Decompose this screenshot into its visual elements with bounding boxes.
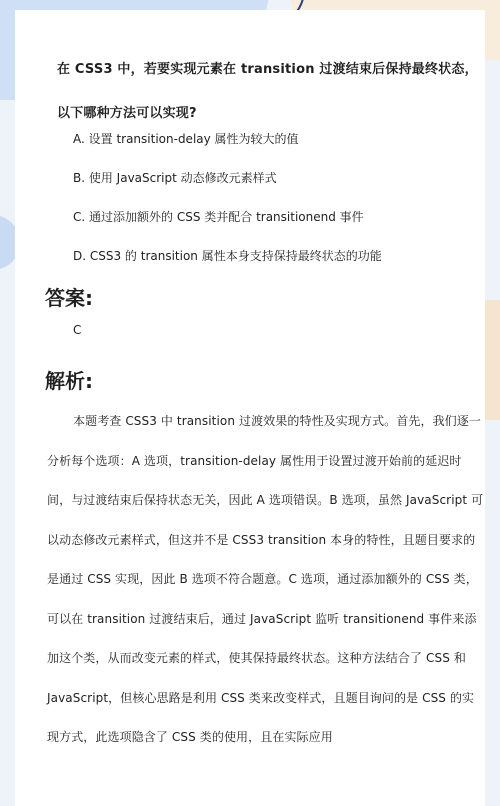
options-list [73, 127, 493, 283]
option-a: A. 设置 transition-delay 属性为较大的值 [73, 132, 299, 146]
analysis-text: 本题考查 CSS3 中 transition 过渡效果的特性及实现方式。首先，我们逐一分析每个选项：A 选项，transition-delay 属性用于设置过渡开始前的延迟时间，与过渡结束后保持状态无关，因此 A 选项错误。B 选项，虽然 JavaScript 可以动态修改元素样式，但这并不是 CSS3 transition 本身的特性，且题目要求的是通过 CSS 实现，因此 B 选项不符合题意。C 选项，通过添加额外的 CSS 类，可以在 transition 过渡结束后，通过 JavaScript 监听 transitionend 事件来添加这个类，从而改变元素的样式，使其保持最终状态。这种方法结合了 CSS 和 JavaScript，但核心思路是利用 CSS 类来改变样式，且题目询问的是 CSS 的实现方式，此选项隐含了 CSS 类的使用，且在实际应用 [47, 414, 484, 744]
question-text: 在 CSS3 中，若要实现元素在 transition 过渡结束后保持最终状态，以下哪种方法可以实现? [57, 62, 478, 121]
answer-heading: 答案: [45, 286, 93, 310]
option-c: C. 通过添加额外的 CSS 类并配合 transitionend 事件 [73, 210, 364, 224]
content-card [15, 10, 485, 806]
option-d: D. CSS3 的 transition 属性本身支持保持最终状态的功能 [73, 249, 382, 263]
answer-value: C [73, 323, 82, 337]
analysis-heading: 解析: [45, 369, 93, 393]
option-b: B. 使用 JavaScript 动态修改元素样式 [73, 171, 277, 185]
